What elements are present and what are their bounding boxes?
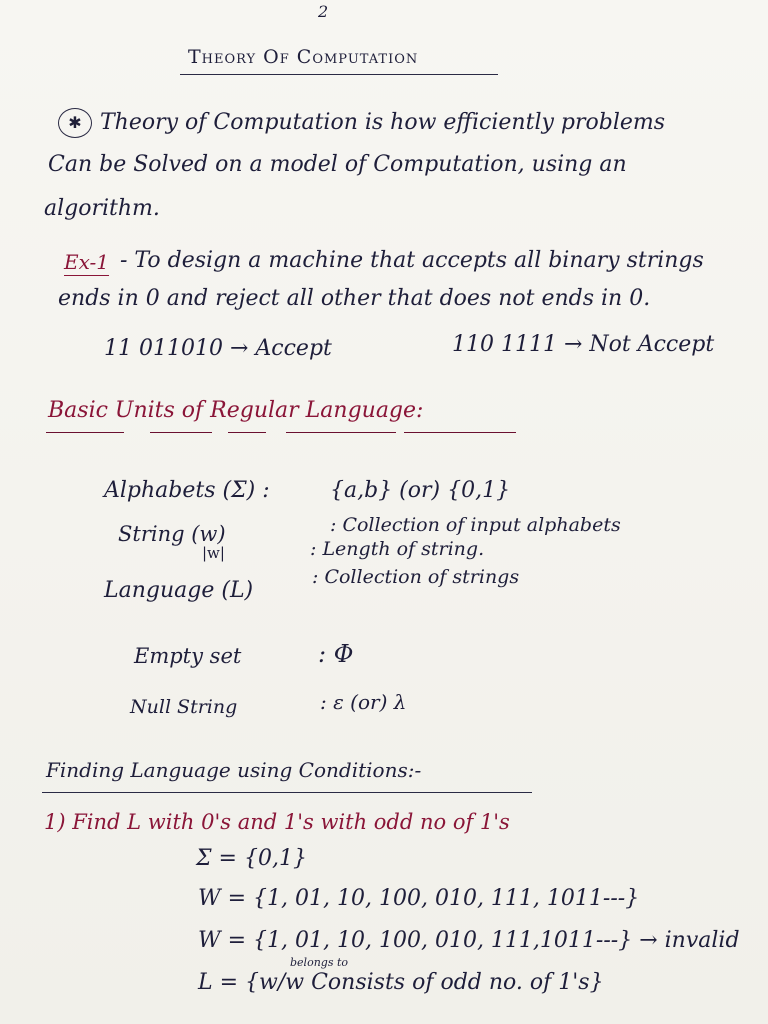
example-line-2: ends in 0 and reject all other that does not ends in 0. xyxy=(58,286,651,311)
term-language: Language (L) xyxy=(104,578,254,603)
example-label: Ex-1 xyxy=(64,250,110,274)
value-alphabets: {a,b} (or) {0,1} xyxy=(330,478,511,503)
term-null-string: Null String xyxy=(130,696,238,718)
value-empty-set: : Φ xyxy=(318,640,354,668)
term-length: |w| xyxy=(202,544,225,562)
sigma-definition: Σ = {0,1} xyxy=(196,846,307,871)
w-set-2: W = {1, 01, 10, 100, 010, 111,1011---} → invalid xyxy=(198,928,740,953)
question-1: 1) Find L with 0's and 1's with odd no of 1's xyxy=(44,810,510,834)
value-string: : Collection of input alphabets xyxy=(330,514,621,536)
example-accept: 11 011010 → Accept xyxy=(104,336,332,361)
example-line-1: - To design a machine that accepts all binary strings xyxy=(120,248,704,273)
section-heading-basic-units: Basic Units of Regular Language: xyxy=(48,398,424,423)
heading-underline xyxy=(286,432,396,433)
intro-line-1: Theory of Computation is how efficiently problems xyxy=(100,110,666,135)
w-set-1: W = {1, 01, 10, 100, 010, 111, 1011---} xyxy=(198,886,640,911)
page-number: 2 xyxy=(318,2,329,21)
value-null-string: : ε (or) λ xyxy=(320,690,407,714)
title-underline xyxy=(180,74,498,75)
term-alphabets: Alphabets (Σ) : xyxy=(104,478,270,503)
heading-underline xyxy=(150,432,212,433)
value-language: : Collection of strings xyxy=(312,566,520,588)
example-not-accept: 110 1111 → Not Accept xyxy=(452,332,715,357)
heading-underline xyxy=(228,432,266,433)
page-title: Theory Of Computation xyxy=(188,46,419,68)
heading-underline xyxy=(46,432,124,433)
heading-underline xyxy=(404,432,516,433)
star-icon: ✱ xyxy=(58,108,92,138)
intro-line-3: algorithm. xyxy=(44,196,160,221)
heading-underline xyxy=(42,792,532,793)
intro-line-2: Can be Solved on a model of Computation, using an xyxy=(48,152,627,177)
section-heading-finding-language: Finding Language using Conditions:- xyxy=(46,758,422,782)
term-empty-set: Empty set xyxy=(134,644,242,668)
term-string: String (w) xyxy=(118,522,226,546)
belongs-to-annotation: belongs to xyxy=(290,956,349,969)
value-length: : Length of string. xyxy=(310,538,485,560)
language-definition: L = {w/w Consists of odd no. of 1's} xyxy=(198,970,604,995)
